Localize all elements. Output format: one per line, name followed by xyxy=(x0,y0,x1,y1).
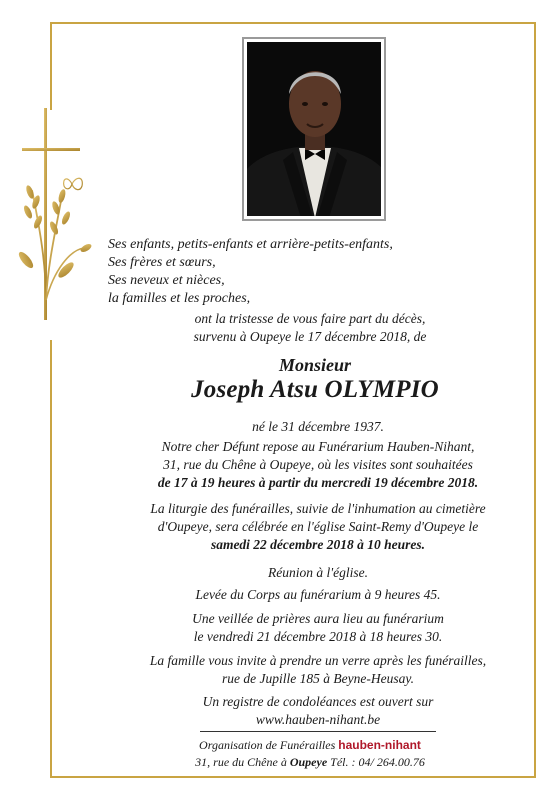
repose-info xyxy=(108,438,528,492)
announcement-line: ont la tristesse de vous faire part du décès, xyxy=(194,311,426,326)
birth-date: né le 31 décembre 1937. xyxy=(252,419,384,434)
footer-address: 31, rue du Chêne à xyxy=(195,755,287,769)
deceased-name: Joseph Atsu OLYMPIO xyxy=(191,376,439,403)
footer-town: Oupeye xyxy=(289,755,328,769)
reception-line: La famille vous invite à prendre un verre après les funérailles, xyxy=(149,653,487,668)
family-line: Ses frères et sœurs, xyxy=(108,255,216,270)
family-list xyxy=(108,236,393,308)
vigil-line: le vendredi 21 décembre 2018 à 18 heures 30. xyxy=(193,629,443,644)
portrait-photo xyxy=(242,37,386,221)
liturgy-info xyxy=(108,500,528,554)
honorific: Monsieur xyxy=(278,355,352,375)
footer xyxy=(150,737,470,771)
brand-logo: hauben-nihant xyxy=(338,738,421,752)
reception-info xyxy=(108,652,528,688)
levee-info: Levée du Corps au funérarium à 9 heures 45. xyxy=(195,587,441,602)
funeral-date: samedi 22 décembre 2018 à 10 heures. xyxy=(210,537,426,552)
family-line: la familles et les proches, xyxy=(108,291,251,306)
liturgy-line: d'Oupeye, sera célébrée en l'église Saint-Remy d'Oupeye le xyxy=(157,519,479,534)
condolence-register xyxy=(108,693,528,729)
announcement-text xyxy=(150,310,470,346)
register-url[interactable]: www.hauben-nihant.be xyxy=(255,712,381,727)
vigil-info xyxy=(108,610,528,646)
family-line: Ses enfants, petits-enfants et arrière-petits-enfants, xyxy=(108,237,393,252)
footer-org: Organisation de Funérailles xyxy=(199,738,336,752)
register-line: Un registre de condoléances est ouvert sur xyxy=(202,694,434,709)
visiting-hours: de 17 à 19 heures à partir du mercredi 19 décembre 2018. xyxy=(157,475,479,490)
cross-wheat-icon xyxy=(18,100,104,330)
portrait-figure xyxy=(247,42,381,216)
family-line: Ses neveux et nièces, xyxy=(108,273,225,288)
footer-phone: Tél. : 04/ 264.00.76 xyxy=(330,755,425,769)
reception-line: rue de Jupille 185 à Beyne-Heusay. xyxy=(222,671,414,686)
footer-divider xyxy=(200,731,436,732)
reunion-info: Réunion à l'église. xyxy=(268,565,368,580)
vigil-line: Une veillée de prières aura lieu au funérarium xyxy=(192,611,444,626)
repose-line: Notre cher Défunt repose au Funérarium Hauben-Nihant, xyxy=(161,439,475,454)
liturgy-line: La liturgie des funérailles, suivie de l'inhumation au cimetière xyxy=(150,501,486,516)
repose-line: 31, rue du Chêne à Oupeye, où les visites sont souhaitées xyxy=(163,457,473,472)
announcement-line: survenu à Oupeye le 17 décembre 2018, de xyxy=(193,329,427,344)
